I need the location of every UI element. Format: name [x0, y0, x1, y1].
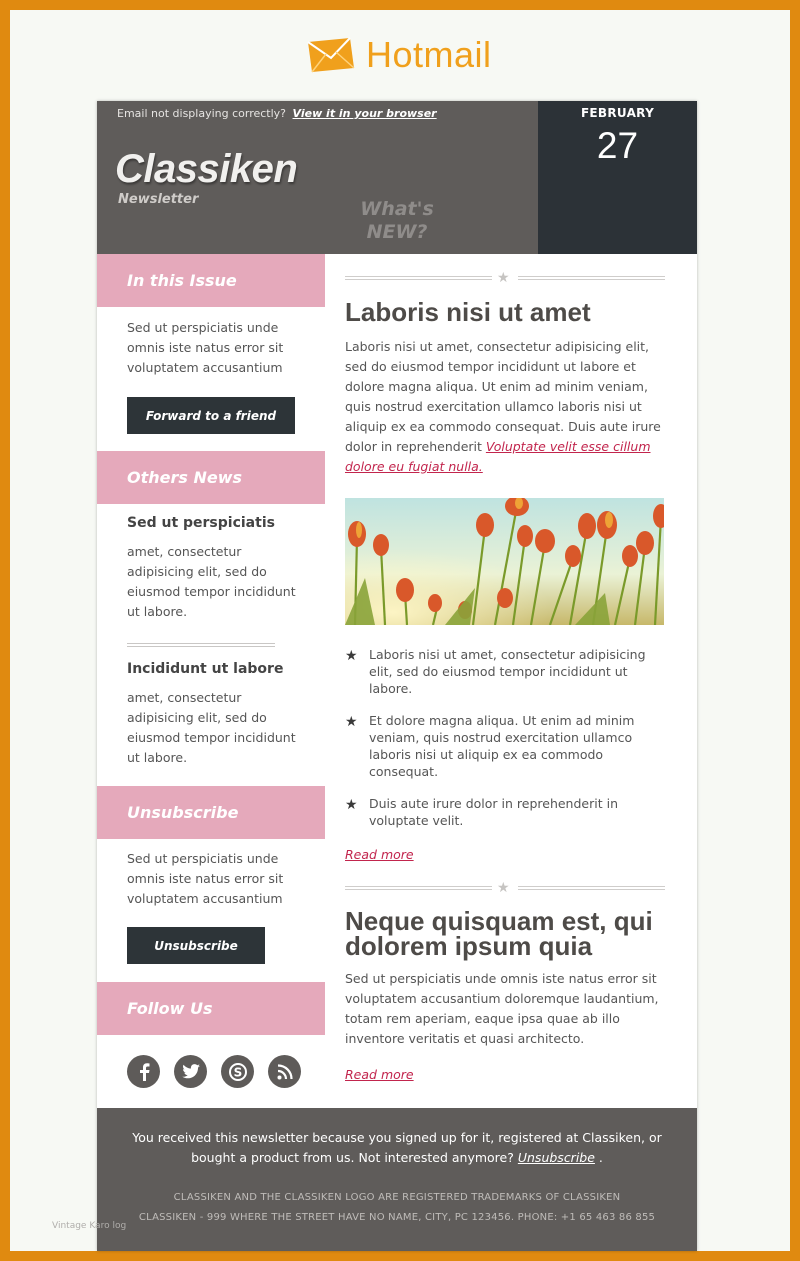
sidebar-heading-issue: In this Issue	[97, 254, 325, 307]
envelope-icon	[306, 36, 356, 74]
date-month: FEBRUARY	[580, 106, 655, 120]
star-icon: ★	[345, 648, 358, 664]
sidebar-heading-follow: Follow Us	[97, 982, 325, 1035]
view-in-browser-link[interactable]: View it in your browser	[292, 107, 437, 120]
newsletter-header	[97, 101, 697, 254]
twitter-icon[interactable]	[174, 1055, 207, 1088]
list-item: ★ Et dolore magna aliqua. Ut enim ad minim veniam, quis nostrud exercitation ullamco laboris nisi ut aliquip ex ea commodo consequat.	[345, 713, 635, 779]
sidebar-heading-others: Others News	[97, 451, 325, 504]
divider	[127, 643, 275, 647]
sidebar-heading-unsubscribe: Unsubscribe	[97, 786, 325, 839]
article-title: Neque quisquam est, qui dolorem ipsum quia	[345, 906, 653, 961]
footer-address: CLASSIKEN - 999 WHERE THE STREET HAVE NO NAME, CITY, PC 123456. PHONE: +1 65 463 86 855	[138, 1212, 656, 1223]
others-news-item-text: amet, consectetur adipisicing elit, sed do eiusmod tempor incididunt ut labore.	[127, 544, 296, 619]
footer-message	[117, 1128, 677, 1168]
unsubscribe-section	[97, 839, 325, 964]
star-icon: ★	[345, 797, 358, 813]
rss-icon[interactable]	[268, 1055, 301, 1088]
star-icon: ★	[497, 880, 510, 896]
skype-icon[interactable]	[221, 1055, 254, 1088]
star-divider	[345, 877, 665, 897]
unsubscribe-text: Sed ut perspiciatis unde omnis iste natus error sit voluptatem accusantium	[127, 851, 284, 906]
svg-text:S: S	[233, 1065, 242, 1079]
footer-trademark: CLASSIKEN AND THE CLASSIKEN LOGO ARE REGISTERED TRADEMARKS OF CLASSIKEN	[173, 1192, 621, 1203]
issue-section	[97, 307, 325, 434]
footer-text: You received this newsletter because you signed up for it, registered at Classiken, or bought a product from us. Not interested anymore?	[132, 1130, 662, 1165]
footer-text-end: .	[598, 1150, 603, 1165]
article-bullet-list	[345, 646, 665, 829]
hotmail-logo-text: Hotmail	[366, 34, 492, 75]
others-news-item-title: Incididunt ut labore	[127, 661, 284, 677]
date-block	[538, 101, 697, 254]
newsletter-footer	[97, 1108, 697, 1251]
classiken-logo: Classiken	[115, 147, 298, 191]
date-day: 27	[596, 125, 639, 166]
article-inline-link[interactable]: Voluptate velit esse cillum dolore eu fugiat nulla.	[345, 439, 651, 474]
list-item: ★ Laboris nisi ut amet, consectetur adipisicing elit, sed do eiusmod tempor incididunt ut labore.	[345, 647, 646, 696]
facebook-icon[interactable]	[127, 1055, 160, 1088]
article-body: Sed ut perspiciatis unde omnis iste natus error sit voluptatem accusantium doloremque laudantium, totam rem aperiam, eaque ipsa quae ab illo inventore veritatis et quasi architecto.	[345, 971, 659, 1046]
read-more-link[interactable]: Read more	[345, 847, 414, 862]
others-news-item-title: Sed ut perspiciatis	[127, 515, 275, 531]
read-more-link[interactable]: Read more	[345, 1067, 414, 1082]
star-icon: ★	[497, 270, 510, 286]
whats-new-tagline: What's NEW?	[360, 198, 434, 243]
header-banner	[97, 101, 538, 254]
article-title: Laboris nisi ut amet	[345, 297, 591, 327]
unsubscribe-button[interactable]: Unsubscribe	[127, 927, 265, 964]
tulips-image	[345, 498, 664, 625]
list-item: ★ Duis aute irure dolor in reprehenderit in voluptate velit.	[345, 796, 618, 828]
issue-text: Sed ut perspiciatis unde omnis iste natus error sit voluptatem accusantium	[127, 320, 284, 375]
forward-to-friend-button[interactable]: Forward to a friend	[127, 397, 295, 434]
page-frame	[10, 10, 790, 1251]
notice-text: Email not displaying correctly?	[117, 107, 287, 120]
others-news-section	[97, 504, 325, 768]
hotmail-brand	[306, 30, 492, 80]
watermark: Vintage Karo log	[52, 1221, 127, 1231]
others-news-item-text: amet, consectetur adipisicing elit, sed do eiusmod tempor incididunt ut labore.	[127, 690, 296, 765]
logo-subtitle: Newsletter	[118, 192, 199, 207]
footer-unsubscribe-link[interactable]: Unsubscribe	[517, 1150, 595, 1165]
display-notice	[117, 107, 437, 120]
social-icons	[97, 1055, 325, 1088]
article-body-text: Laboris nisi ut amet, consectetur adipisicing elit, sed do eiusmod tempor incididunt ut labore et dolore magna aliqua. Ut enim ad minim veniam, quis nostrud exercitation ullamco laboris nisi ut aliquip ex ea commodo consequat. Duis aute irure dolor in reprehenderit	[345, 339, 661, 454]
main-content	[345, 254, 665, 1085]
sidebar	[97, 254, 325, 1088]
star-icon: ★	[345, 714, 358, 730]
article-body	[345, 337, 665, 477]
star-divider	[345, 267, 665, 287]
newsletter-card	[97, 101, 697, 1251]
